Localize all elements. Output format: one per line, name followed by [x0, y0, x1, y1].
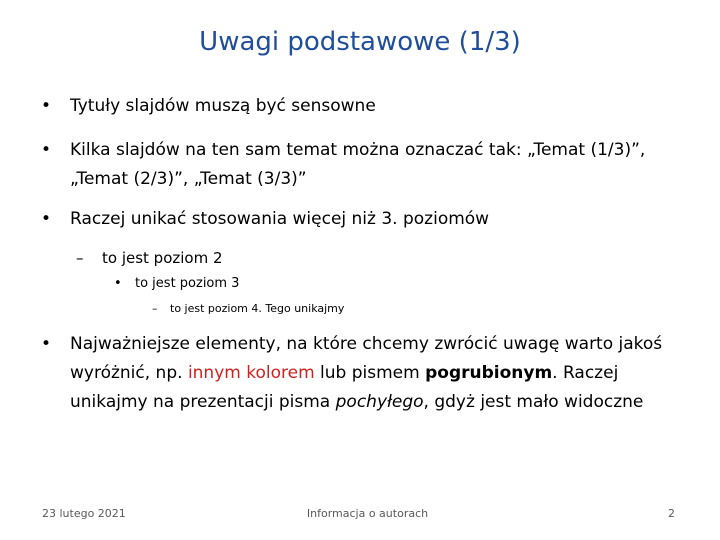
bullet-mark: •	[41, 96, 52, 116]
slide-number: 2	[668, 507, 675, 520]
bold-text: pogrubionym	[425, 363, 553, 383]
text-part: , gdyż jest mało widoczne	[423, 392, 644, 412]
bullet-mark: •	[41, 209, 52, 229]
text-part: Najważniejsze elementy, na które chcemy zwrócić uwagę warto jakoś wyróżnić, np.	[70, 334, 663, 383]
sub-bullet-text: to jest poziom 3	[135, 276, 240, 291]
bullet-text: Raczej unikać stosowania więcej niż 3. poziomów	[70, 209, 490, 229]
footer-author-info: Informacja o autorach	[306, 507, 429, 520]
bullet-text: Tytuły slajdów muszą być sensowne	[70, 96, 376, 116]
italic-text: pochyłego	[335, 392, 424, 412]
bullet-numbering	[41, 136, 681, 196]
bullet-text: Kilka slajdów na ten sam temat można oznaczać tak: „Temat (1/3)”, „Temat (2/3)”, „Temat (3/3)”	[70, 140, 646, 189]
sub-bullet-text: to jest poziom 2	[102, 249, 223, 267]
sub-bullet-text: to jest poziom 4. Tego unikajmy	[170, 302, 345, 315]
slide-title: Uwagi podstawowe (1/3)	[199, 27, 521, 57]
dash-mark: –	[152, 302, 158, 315]
bullet-text	[70, 330, 681, 417]
bullet-emphasis	[41, 330, 681, 450]
text-part: lub pismem	[314, 363, 426, 383]
text-part: . Raczej unikajmy na prezentacji pisma	[70, 363, 619, 412]
red-highlight-text: innym kolorem	[187, 363, 315, 383]
bullet-mark: •	[114, 276, 122, 291]
bullet-mark: •	[41, 334, 52, 354]
bullet-mark: •	[41, 140, 52, 160]
footer-date: 23 lutego 2021	[42, 507, 126, 520]
dash-mark: –	[76, 249, 84, 267]
